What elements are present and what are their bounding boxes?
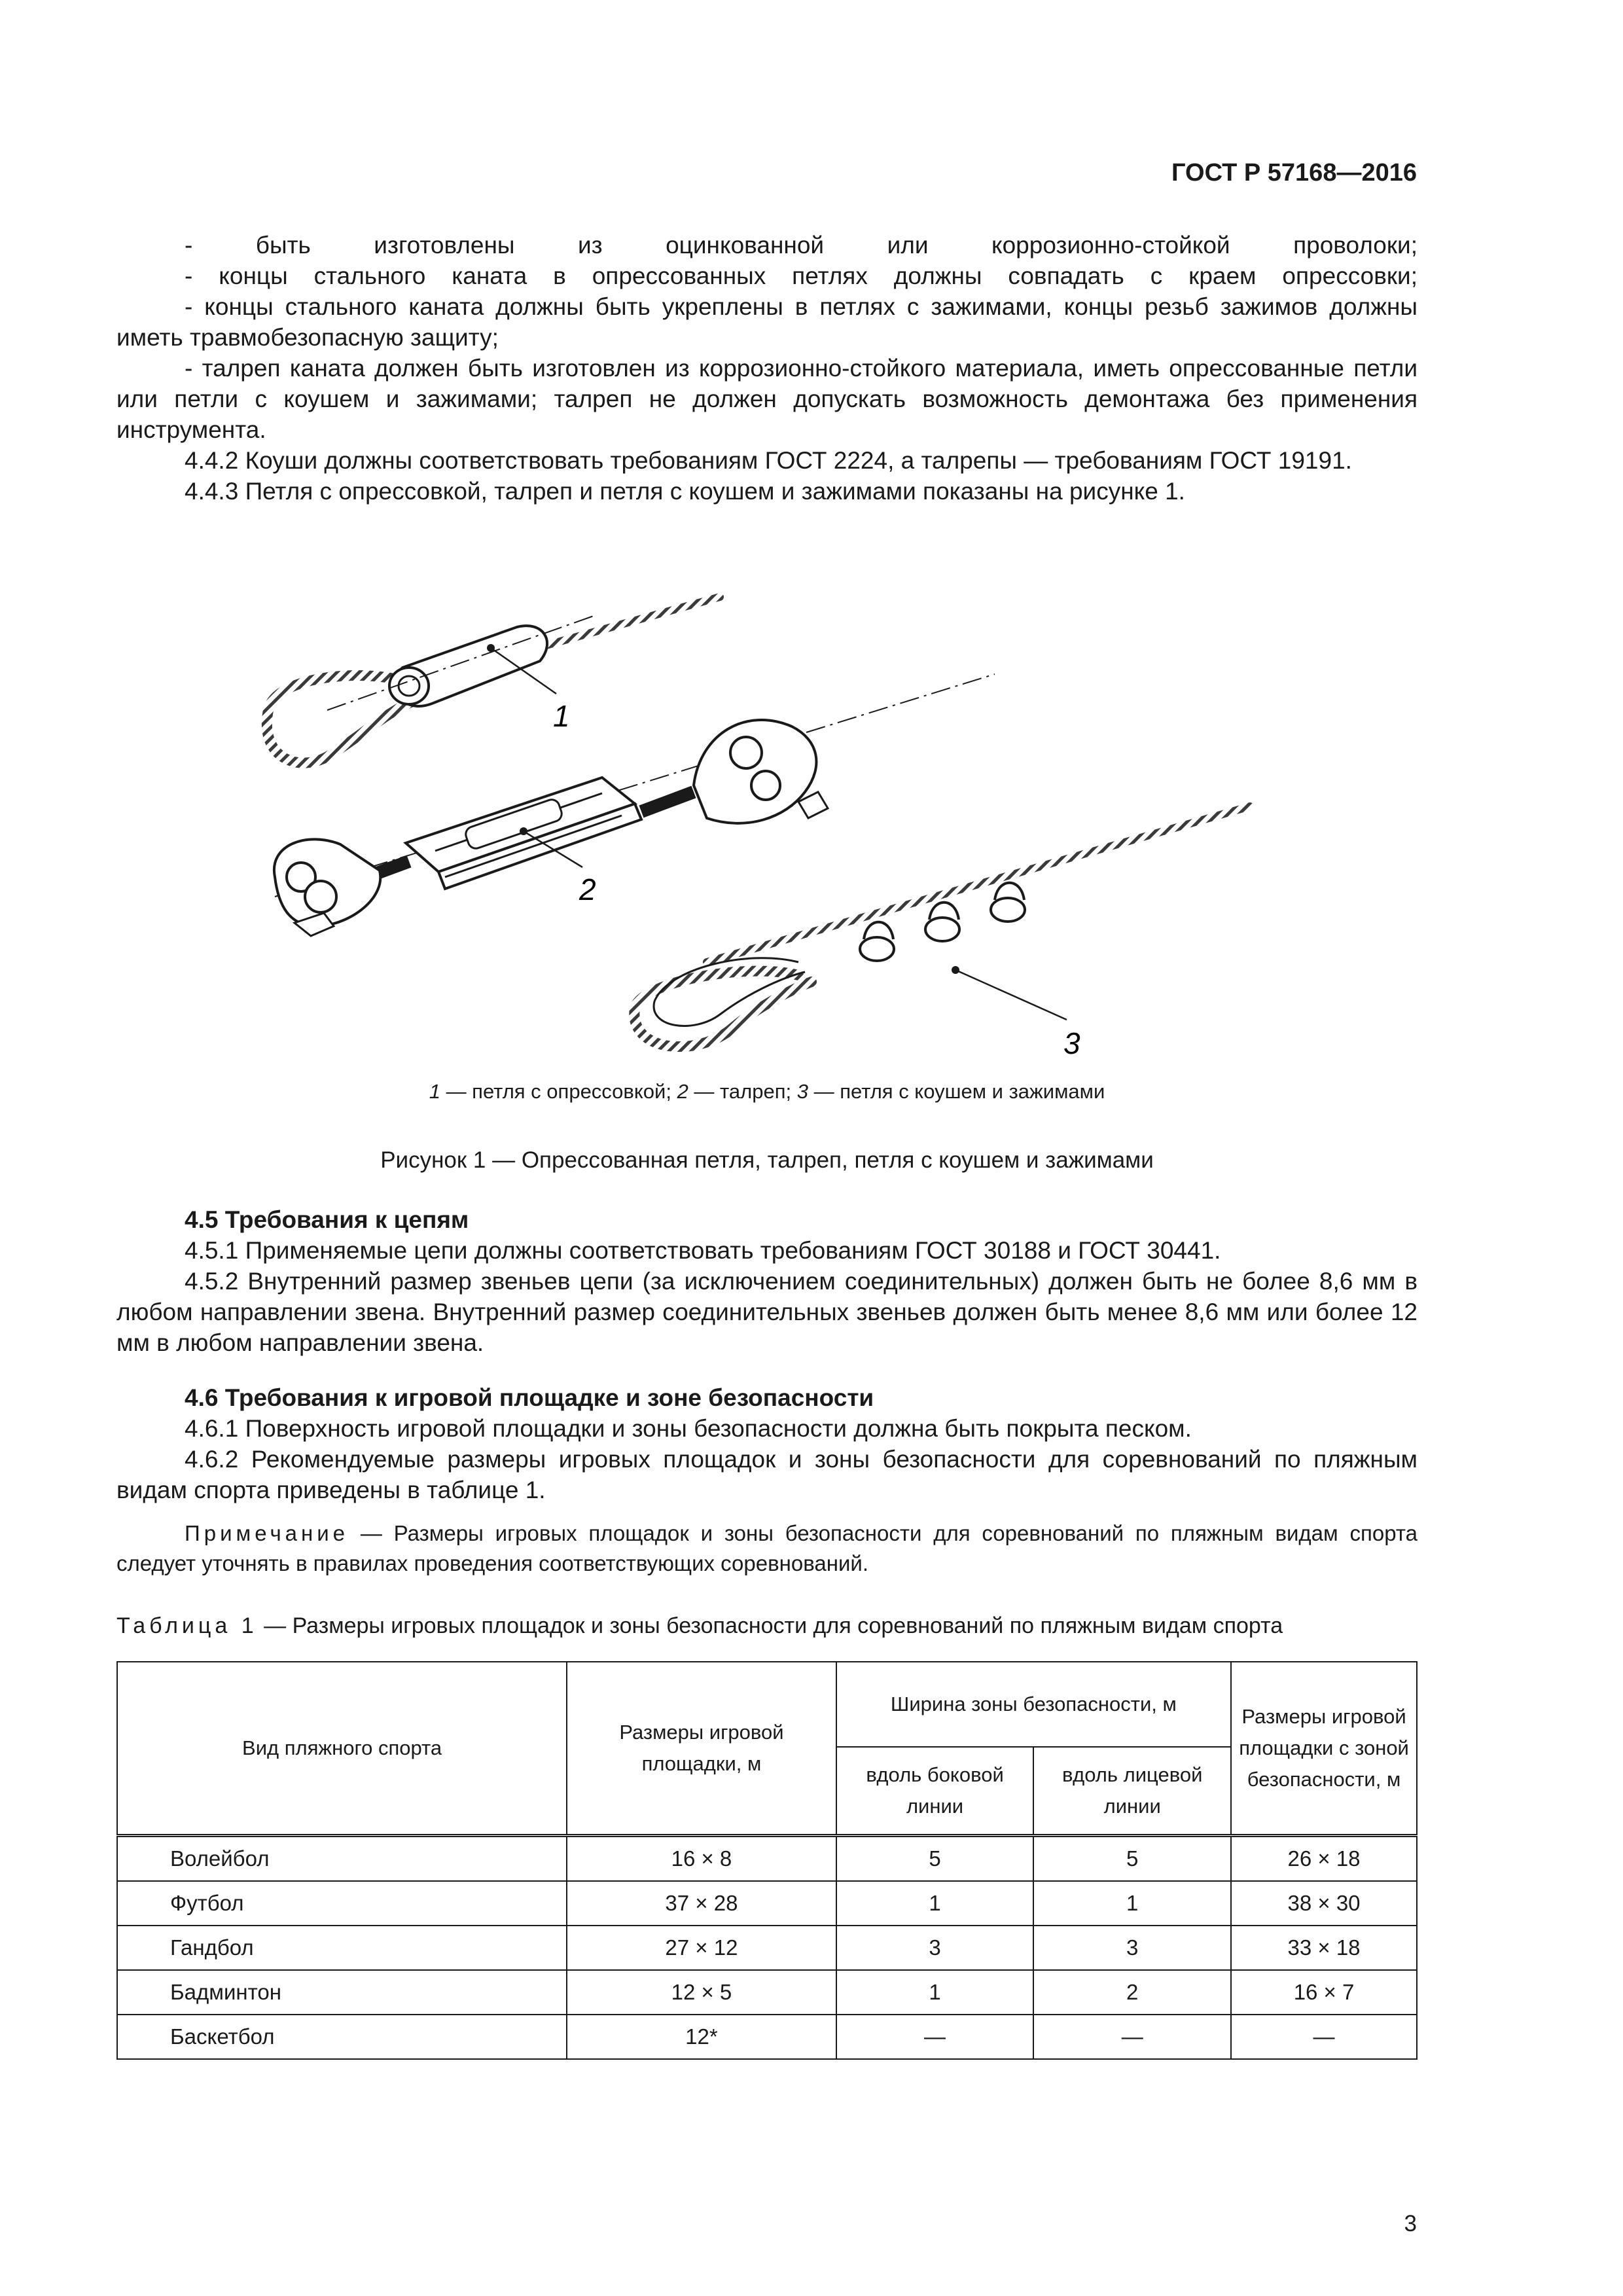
cell-sport: Баскетбол [117, 2015, 567, 2059]
legend-text: — петля с коушем и зажимами [808, 1080, 1105, 1103]
legend-number: 1 [429, 1080, 440, 1103]
cell-sport: Бадминтон [117, 1970, 567, 2015]
clause-4-6-1: 4.6.1 Поверхность игровой площадки и зоны безопасности должна быть покрыта песком. [185, 1415, 1192, 1442]
cell-end: 1 [1033, 1881, 1231, 1926]
section-heading: 4.5 Требования к цепям [185, 1206, 469, 1233]
cell-court: 16 × 8 [567, 1836, 836, 1882]
table-row [117, 1836, 1417, 1882]
cell-end: 5 [1033, 1836, 1231, 1882]
document-code: ГОСТ Р 57168—2016 [1171, 159, 1417, 187]
figure-1-illustration [249, 569, 1309, 1080]
clause-4-4-2: 4.4.2 Коуши должны соответствовать требованиям ГОСТ 2224, а талрепы — требованиям ГОСТ 19191. [185, 447, 1352, 474]
header-court-size: Размеры игровой площадки, м [567, 1662, 836, 1836]
legend-number: 2 [677, 1080, 688, 1103]
cell-total: 26 × 18 [1231, 1836, 1417, 1882]
cell-sport: Волейбол [117, 1836, 567, 1882]
legend-text: — талреп; [688, 1080, 797, 1103]
cell-sport: Гандбол [117, 1926, 567, 1970]
table-caption-text: — Размеры игровых площадок и зоны безопасности для соревнований по пляжным видам спорта [257, 1613, 1283, 1638]
header-end-line: вдоль лицевой линии [1033, 1747, 1231, 1836]
cell-sport: Футбол [117, 1881, 567, 1926]
figure-legend [116, 1080, 1418, 1103]
section-4-6 [116, 1382, 1418, 1505]
clause-4-5-1: 4.5.1 Применяемые цепи должны соответствовать требованиям ГОСТ 30188 и ГОСТ 30441. [185, 1237, 1221, 1264]
cell-court: 27 × 12 [567, 1926, 836, 1970]
header-sport: Вид пляжного спорта [117, 1662, 567, 1836]
cell-side: 3 [836, 1926, 1034, 1970]
table-row [117, 1926, 1417, 1970]
cell-court: 12 × 5 [567, 1970, 836, 2015]
requirement-line: - талреп каната должен быть изготовлен из коррозионно-стойкого материала, иметь опрессованные петли или петли с коушем и зажимами; талреп не должен допускать возможность демонтажа без применения инструмента. [116, 355, 1418, 443]
legend-text: — петля с опрессовкой; [440, 1080, 677, 1103]
page-number: 3 [1404, 2211, 1417, 2236]
table-row [117, 2015, 1417, 2059]
note-label: Примечание [185, 1521, 349, 1545]
table-caption [116, 1613, 1425, 1639]
cell-side: 1 [836, 1970, 1034, 2015]
cell-end: 3 [1033, 1926, 1231, 1970]
requirement-line: - концы стального каната в опрессованных петлях должны совпадать с краем опрессовки; [185, 262, 1418, 289]
callout-3: 3 [1063, 1026, 1080, 1060]
cell-total: — [1231, 2015, 1417, 2059]
clause-4-4-3: 4.4.3 Петля с опрессовкой, талреп и петля с коушем и зажимами показаны на рисунке 1. [185, 478, 1185, 505]
header-total-size: Размеры игровой площадки с зоной безопасности, м [1231, 1662, 1417, 1836]
clause-4-5-2: 4.5.2 Внутренний размер звеньев цепи (за исключением соединительных) должен быть не более 8,6 мм в любом направлении звена. Внутренний размер соединительных звеньев должен быть менее 8,6 мм или более 12 мм в любом направлении звена. [116, 1268, 1418, 1356]
requirement-line: - концы стального каната должны быть укреплены в петлях с зажимами, концы резьб зажимов должны иметь травмобезопасную защиту; [116, 293, 1418, 351]
table-1 [116, 1661, 1418, 2060]
section-4-5 [116, 1204, 1418, 1358]
section-4-4-text [116, 230, 1418, 507]
note-text: — Размеры игровых площадок и зоны безопасности для соревнований по пляжным видам спорта следует уточнять в правилах проведения соответствующих соревнований. [116, 1521, 1418, 1575]
requirement-line: - быть изготовлены из оцинкованной или коррозионно-стойкой проволоки; [185, 232, 1418, 259]
thimble-loop-drawing [634, 806, 1250, 1060]
note [116, 1518, 1418, 1579]
cell-court: 12* [567, 2015, 836, 2059]
callout-1: 1 [553, 699, 570, 733]
cell-side: — [836, 2015, 1034, 2059]
cell-total: 33 × 18 [1231, 1926, 1417, 1970]
table-caption-label: Таблица 1 [116, 1613, 258, 1638]
table-row [117, 1970, 1417, 2015]
cell-total: 16 × 7 [1231, 1970, 1417, 2015]
header-safety-width: Ширина зоны безопасности, м [836, 1662, 1231, 1747]
clause-4-6-2: 4.6.2 Рекомендуемые размеры игровых площадок и зоны безопасности для соревнований по пляжным видам спорта приведены в таблице 1. [116, 1446, 1418, 1503]
cell-end: 2 [1033, 1970, 1231, 2015]
cell-end: — [1033, 2015, 1231, 2059]
header-side-line: вдоль боковой линии [836, 1747, 1034, 1836]
pressed-loop-drawing [267, 597, 720, 763]
callout-2: 2 [579, 872, 596, 906]
figure-title: Рисунок 1 — Опрессованная петля, талреп, петля с коушем и зажимами [380, 1147, 1154, 1173]
cell-total: 38 × 30 [1231, 1881, 1417, 1926]
legend-number: 3 [796, 1080, 808, 1103]
table-row [117, 1881, 1417, 1926]
cell-side: 1 [836, 1881, 1034, 1926]
cell-side: 5 [836, 1836, 1034, 1882]
cell-court: 37 × 28 [567, 1881, 836, 1926]
section-heading: 4.6 Требования к игровой площадке и зоне безопасности [185, 1384, 874, 1411]
